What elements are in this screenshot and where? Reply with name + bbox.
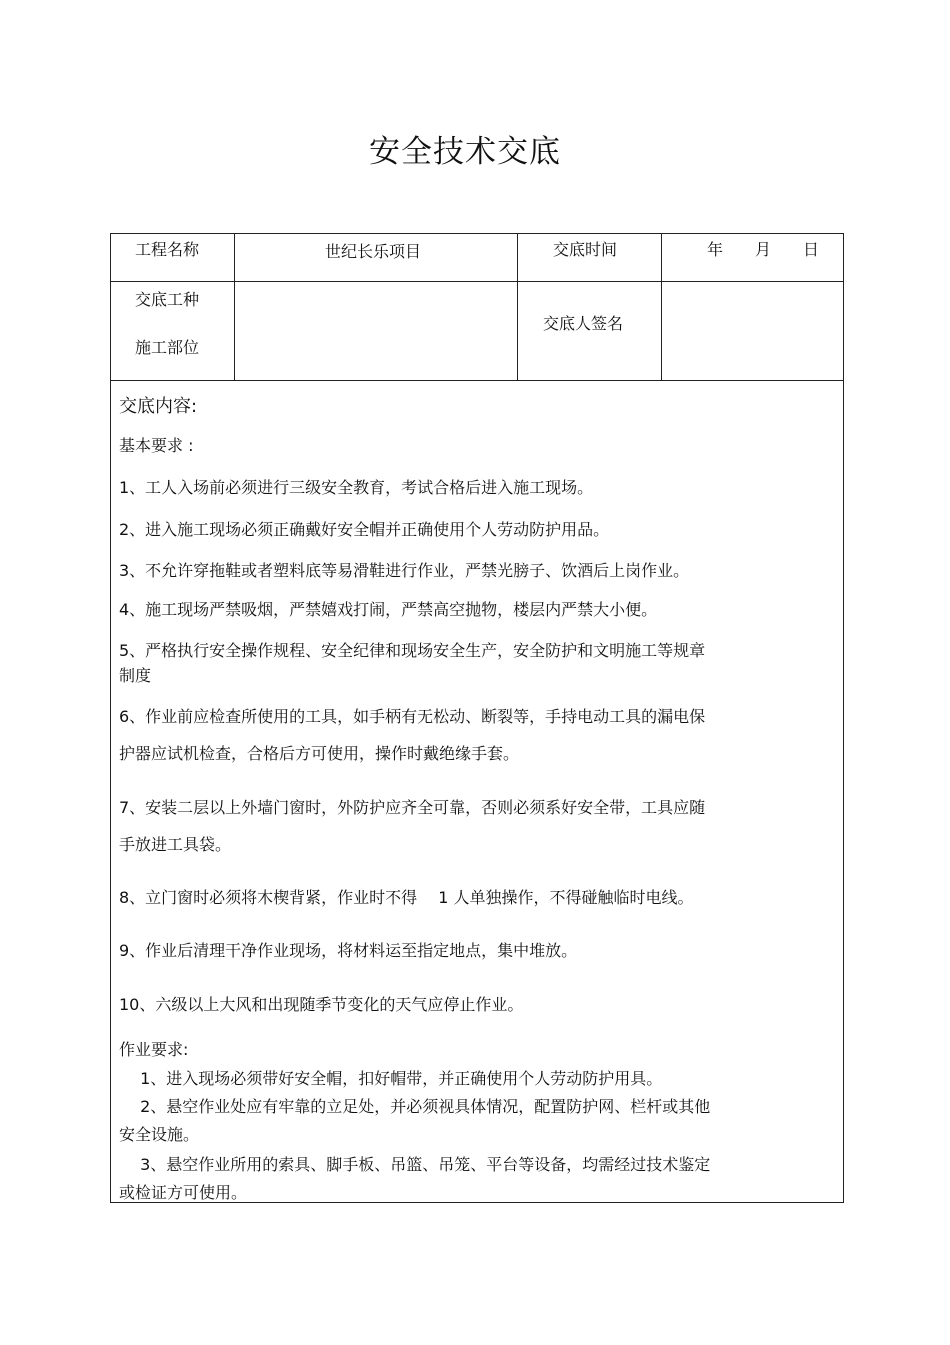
work-item: 安全设施。: [119, 1125, 200, 1144]
basic-item: 3、不允许穿拖鞋或者塑料底等易滑鞋进行作业，严禁光膀子、饮酒后上岗作业。: [119, 561, 690, 580]
handover-time-label: 交底时间: [553, 240, 618, 259]
col-divider-3: [661, 234, 662, 380]
basic-item: 9、作业后清理干净作业现场，将材料运至指定地点，集中堆放。: [119, 941, 578, 960]
work-item: 或检证方可使用。: [119, 1183, 248, 1202]
work-requirements-title: 作业要求:: [119, 1040, 189, 1059]
basic-item: 手放进工具袋。: [119, 835, 232, 854]
basic-item: 10、六级以上大风和出现随季节变化的天气应停止作业。: [119, 995, 524, 1014]
col-divider-2: [517, 234, 518, 380]
date-day: 日: [803, 240, 820, 259]
row-divider-2: [111, 380, 843, 381]
basic-item: 1、工人入场前必须进行三级安全教育，考试合格后进入施工现场。: [119, 478, 594, 497]
date-month: 月: [755, 240, 772, 259]
basic-item: 制度: [119, 666, 152, 685]
row-divider-1: [111, 281, 843, 282]
handover-form: [110, 233, 844, 1203]
basic-item: 8、立门窗时必须将木楔背紧，作业时不得 1 人单独操作，不得碰触临时电线。: [119, 888, 694, 907]
content-heading: 交底内容:: [119, 396, 198, 417]
work-item: 3、悬空作业所用的索具、脚手板、吊篮、吊笼、平台等设备，均需经过技术鉴定: [119, 1155, 711, 1174]
work-item: 2、悬空作业处应有牢靠的立足处，并必须视具体情况，配置防护网、栏杆或其他: [119, 1097, 711, 1116]
basic-item: 4、施工现场严禁吸烟，严禁嬉戏打闹，严禁高空抛物，楼层内严禁大小便。: [119, 600, 658, 619]
project-name-label: 工程名称: [135, 240, 200, 259]
col-divider-1: [234, 234, 235, 380]
date-year: 年: [707, 240, 724, 259]
trade-label: 交底工种: [135, 290, 200, 309]
basic-item: 2、进入施工现场必须正确戴好安全帽并正确使用个人劳动防护用品。: [119, 520, 610, 539]
project-name-value: 世纪长乐项目: [325, 242, 422, 261]
basic-item: 5、严格执行安全操作规程、安全纪律和现场安全生产，安全防护和文明施工等规章: [119, 641, 706, 660]
basic-requirements-title: 基本要求 :: [119, 436, 194, 455]
basic-item: 护器应试机检查，合格后方可使用，操作时戴绝缘手套。: [119, 744, 520, 763]
location-label: 施工部位: [135, 338, 200, 357]
document-title: 安全技术交底: [369, 134, 561, 170]
work-item: 1、进入现场必须带好安全帽，扣好帽带，并正确使用个人劳动防护用具。: [119, 1069, 663, 1088]
basic-item: 7、安装二层以上外墙门窗时，外防护应齐全可靠，否则必须系好安全带，工具应随: [119, 798, 706, 817]
signer-label: 交底人签名: [543, 314, 624, 333]
basic-item: 6、作业前应检查所使用的工具，如手柄有无松动、断裂等，手持电动工具的漏电保: [119, 707, 706, 726]
